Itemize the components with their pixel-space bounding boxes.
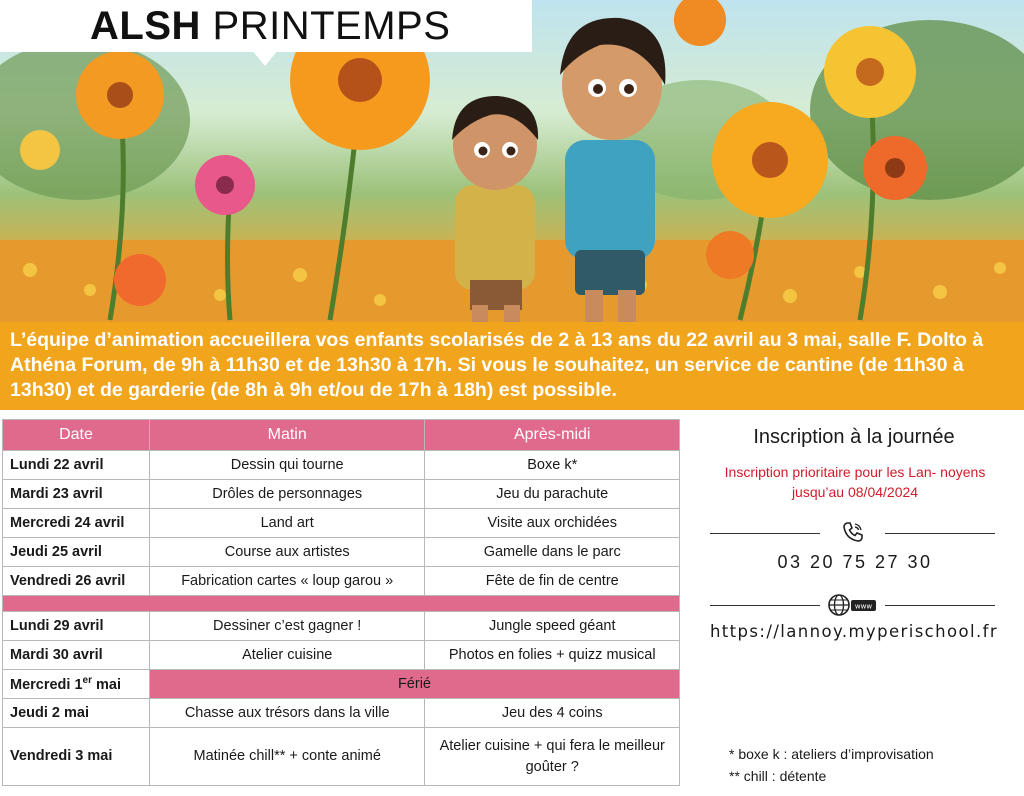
header-matin: Matin [149, 420, 425, 451]
row-matin: Dessin qui tourne [149, 451, 425, 480]
holiday-cell: Férié [149, 670, 679, 699]
row-date: Mardi 30 avril [3, 641, 150, 670]
divider-right [885, 605, 995, 606]
row-date: Vendredi 3 mai [3, 728, 150, 786]
row-apres-midi: Boxe k* [425, 451, 680, 480]
row-apres-midi: Gamelle dans le parc [425, 538, 680, 567]
row-date [3, 670, 150, 699]
divider-left [710, 533, 820, 534]
schedule-table [2, 419, 680, 786]
week-separator [3, 596, 680, 612]
table-row [3, 612, 680, 641]
table-row [3, 567, 680, 596]
row-matin: Chasse aux trésors dans la ville [149, 699, 425, 728]
row-matin: Matinée chill** + conte animé [149, 728, 425, 786]
row-apres-midi: Jeu des 4 coins [425, 699, 680, 728]
inscription-title: Inscription à la journée [753, 426, 955, 448]
week-separator-row [3, 596, 680, 612]
table-row [3, 480, 680, 509]
row-apres-midi: Jungle speed géant [425, 612, 680, 641]
title-light: PRINTEMPS [212, 4, 451, 48]
row-apres-midi: Jeu du parachute [425, 480, 680, 509]
row-date-text: Mercredi 1 [10, 676, 83, 693]
row-matin: Atelier cuisine [149, 641, 425, 670]
svg-text:www: www [854, 602, 873, 611]
row-date: Lundi 22 avril [3, 451, 150, 480]
globe-www-icon [826, 592, 878, 623]
row-date: Vendredi 26 avril [3, 567, 150, 596]
phone-number: 03 20 75 27 30 [777, 552, 933, 572]
footnote-boxe-k: * boxe k : ateliers d’improvisation [729, 746, 934, 762]
header-date: Date [3, 420, 150, 451]
row-date: Mercredi 24 avril [3, 509, 150, 538]
row-apres-midi: Visite aux orchidées [425, 509, 680, 538]
intro-text: L’équipe d’animation accueillera vos enfants scolarisés de 2 à 13 ans du 22 avril au 3 mai, salle F. Dolto à Athéna Forum, de 9h à 11h30 et de 13h30 à 17h. Si vous le souhaitez, un service de cantine (de 11h30 à 13h30) et de garderie (de 8h à 9h et/ou de 17h à 18h) est possible. [10, 329, 984, 401]
phone-icon [840, 519, 866, 550]
table-header-row [3, 420, 680, 451]
row-matin: Dessiner c’est gagner ! [149, 612, 425, 641]
row-date-sup: er [82, 675, 92, 687]
title-bold: ALSH [90, 4, 201, 48]
title-banner-notch [252, 50, 278, 66]
row-matin: Course aux artistes [149, 538, 425, 567]
row-date: Lundi 29 avril [3, 612, 150, 641]
row-date-suffix: mai [92, 676, 122, 693]
table-row [3, 451, 680, 480]
page-title [90, 4, 450, 49]
row-date: Jeudi 25 avril [3, 538, 150, 567]
table-row [3, 670, 680, 699]
table-row [3, 509, 680, 538]
row-matin: Land art [149, 509, 425, 538]
divider-left [710, 605, 820, 606]
header-apres-midi: Après-midi [425, 420, 680, 451]
hero-illustration [0, 0, 1024, 322]
row-apres-midi: Fête de fin de centre [425, 567, 680, 596]
table-row [3, 641, 680, 670]
row-date: Mardi 23 avril [3, 480, 150, 509]
table-row [3, 538, 680, 567]
row-apres-midi: Photos en folies + quizz musical [425, 641, 680, 670]
inscription-priority-note: Inscription prioritaire pour les Lan- noyens jusqu’au 08/04/2024 [724, 464, 986, 500]
table-row [3, 699, 680, 728]
footnote-chill: ** chill : détente [729, 768, 827, 784]
table-row [3, 728, 680, 786]
intro-band [0, 322, 1024, 410]
website-link[interactable]: https://lannoy.myperischool.fr [709, 622, 999, 641]
row-matin: Fabrication cartes « loup garou » [149, 567, 425, 596]
row-date: Jeudi 2 mai [3, 699, 150, 728]
row-apres-midi: Atelier cuisine + qui fera le meilleur goûter ? [425, 728, 680, 786]
row-matin: Drôles de personnages [149, 480, 425, 509]
divider-right [885, 533, 995, 534]
